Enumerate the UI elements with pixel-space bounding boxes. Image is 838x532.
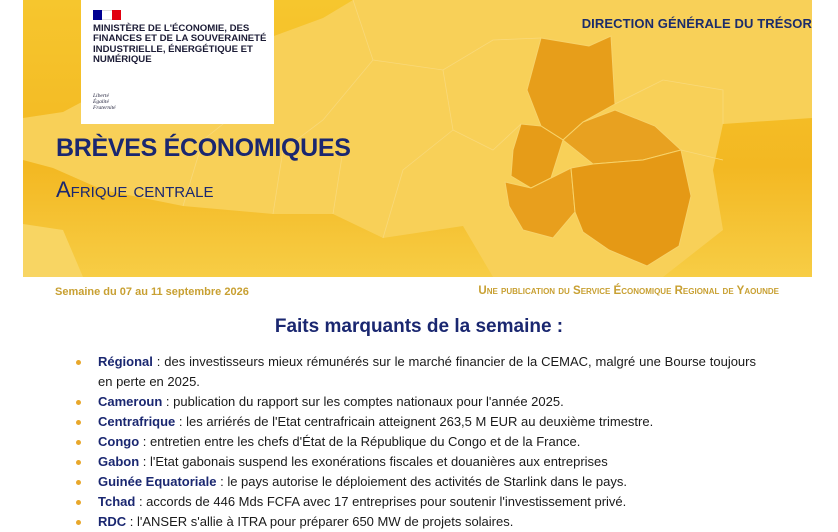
document-title: BRÈVES ÉCONOMIQUES <box>56 134 351 162</box>
list-item: Cameroun : publication du rapport sur les comptes nationaux pour l'année 2025. <box>76 392 756 412</box>
publication-label: Une publication du Service Économique Regional de Yaounde <box>478 285 779 297</box>
list-item: Gabon : l'Etat gabonais suspend les exonérations fiscales et douanières aux entreprises <box>76 452 756 472</box>
french-flag-icon <box>93 10 121 20</box>
highlights-list <box>76 352 756 532</box>
document-subtitle: Afrique centrale <box>56 177 214 202</box>
list-item: Régional : des investisseurs mieux rémunérés sur le marché financier de la CEMAC, malgré une Bourse toujours en perte en 2025. <box>76 352 756 392</box>
republic-motto: Liberté Égalité Fraternité <box>93 93 116 112</box>
direction-label: DIRECTION GÉNÉRALE DU TRÉSOR <box>581 16 812 31</box>
ministry-logo-block <box>81 0 274 124</box>
list-item: RDC : l'ANSER s'allie à ITRA pour préparer 650 MW de projets solaires. <box>76 512 756 532</box>
list-item: Guinée Equatoriale : le pays autorise le déploiement des activités de Starlink dans le pays. <box>76 472 756 492</box>
list-item: Tchad : accords de 446 Mds FCFA avec 17 entreprises pour soutenir l'investissement privé. <box>76 492 756 512</box>
list-item: Centrafrique : les arriérés de l'Etat centrafricain atteignent 263,5 M EUR au deuxième trimestre. <box>76 412 756 432</box>
land-south-america <box>23 224 83 277</box>
highlights-heading: Faits marquants de la semaine : <box>274 316 564 337</box>
list-item: Congo : entretien entre les chefs d'État de la République du Congo et de la France. <box>76 432 756 452</box>
week-label: Semaine du 07 au 11 septembre 2026 <box>55 286 249 298</box>
ministry-name: MINISTÈRE DE L'ÉCONOMIE, DES FINANCES ET DE LA SOUVERAINETÉ INDUSTRIELLE, ÉNERGÉTIQUE ET NUMÉRIQUE <box>93 23 267 66</box>
